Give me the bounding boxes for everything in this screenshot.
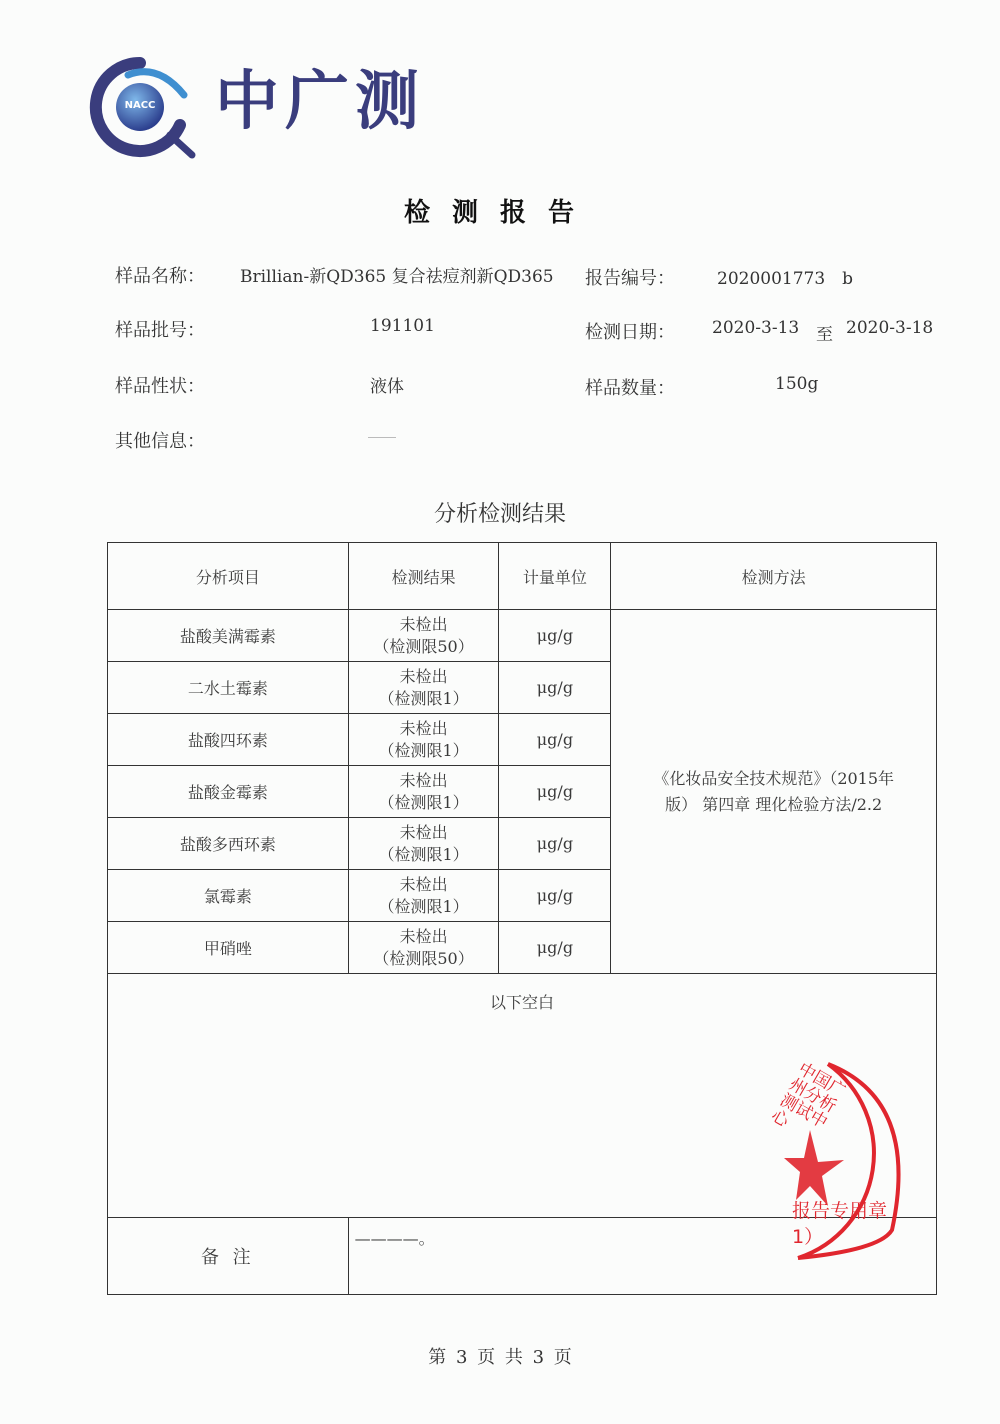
item-cell: 二水土霉素 [108, 662, 349, 714]
unit-cell: μg/g [499, 766, 611, 818]
stamp-number: 1） [792, 1226, 824, 1248]
unit-cell: μg/g [499, 922, 611, 974]
test-date-label: 检测日期： [585, 322, 675, 343]
result-cell [348, 922, 499, 974]
limit-text: （检测限1） [378, 896, 469, 916]
table-header-row [108, 543, 937, 610]
logo-badge-text: NACC [124, 100, 156, 111]
result-text: 未检出 [399, 874, 448, 894]
test-date-from: 2020-3-13 [712, 318, 800, 338]
result-cell [348, 714, 499, 766]
unit-cell: μg/g [499, 662, 611, 714]
results-section-title: 分析检测结果 [433, 502, 566, 527]
item-cell: 盐酸四环素 [108, 714, 349, 766]
item-cell: 盐酸美满霉素 [108, 610, 349, 662]
other-info-label: 其他信息： [115, 431, 205, 452]
remark-label: 备 注 [108, 1218, 349, 1295]
limit-text: （检测限50） [373, 636, 474, 656]
column-header-item: 分析项目 [108, 543, 349, 610]
quantity-label: 样品数量： [585, 378, 675, 399]
stamp-arc-text: 中国广州分析测试中心 [767, 1058, 849, 1133]
sample-name-label: 样品名称： [115, 266, 205, 287]
result-cell [348, 870, 499, 922]
result-text: 未检出 [399, 718, 448, 738]
page-title: 检测报告 [403, 198, 596, 228]
logo-text: 中广测 [215, 65, 425, 139]
result-cell [348, 818, 499, 870]
test-date-separator: 至 [816, 325, 833, 345]
column-header-method: 检测方法 [611, 543, 937, 610]
blank-note: 以下空白 [489, 993, 554, 1012]
quantity-value: 150g [775, 374, 819, 394]
report-no-value: 2020001773 b [717, 269, 854, 289]
unit-cell: μg/g [499, 610, 611, 662]
stamp-bottom-text: 报告专用章 [792, 1200, 888, 1222]
other-info-value [368, 437, 396, 438]
method-cell [611, 610, 937, 974]
limit-text: （检测限1） [378, 792, 469, 812]
report-no-label: 报告编号： [585, 268, 675, 289]
unit-cell: μg/g [499, 714, 611, 766]
limit-text: （检测限50） [373, 948, 474, 968]
property-value: 液体 [370, 377, 404, 397]
result-text: 未检出 [399, 614, 448, 634]
page-number: 第 3 页 共 3 页 [428, 1347, 572, 1368]
sample-name-value: Brillian-新QD365 复合祛痘剂新QD365 [240, 267, 554, 287]
method-text-line2: 版） 第四章 理化检验方法/2.2 [665, 794, 883, 814]
remark-value: ————。 [348, 1218, 936, 1295]
result-text: 未检出 [399, 770, 448, 790]
result-cell [348, 610, 499, 662]
result-text: 未检出 [399, 926, 448, 946]
unit-cell: μg/g [499, 818, 611, 870]
table-row [108, 610, 937, 662]
limit-text: （检测限1） [378, 844, 469, 864]
limit-text: （检测限1） [378, 740, 469, 760]
test-date-to: 2020-3-18 [846, 318, 934, 338]
item-cell: 盐酸金霉素 [108, 766, 349, 818]
column-header-result: 检测结果 [348, 543, 499, 610]
column-header-unit: 计量单位 [499, 543, 611, 610]
item-cell: 氯霉素 [108, 870, 349, 922]
item-cell: 甲硝唑 [108, 922, 349, 974]
batch-label: 样品批号： [115, 320, 205, 341]
result-cell [348, 662, 499, 714]
result-cell [348, 766, 499, 818]
official-stamp [767, 1030, 970, 1270]
limit-text: （检测限1） [378, 688, 469, 708]
result-text: 未检出 [399, 666, 448, 686]
result-text: 未检出 [399, 822, 448, 842]
unit-cell: μg/g [499, 870, 611, 922]
batch-value: 191101 [370, 316, 435, 336]
item-cell: 盐酸多西环素 [108, 818, 349, 870]
method-text-line1: 《化妆品安全技术规范》（2015年 [653, 768, 895, 788]
property-label: 样品性状： [115, 376, 205, 397]
